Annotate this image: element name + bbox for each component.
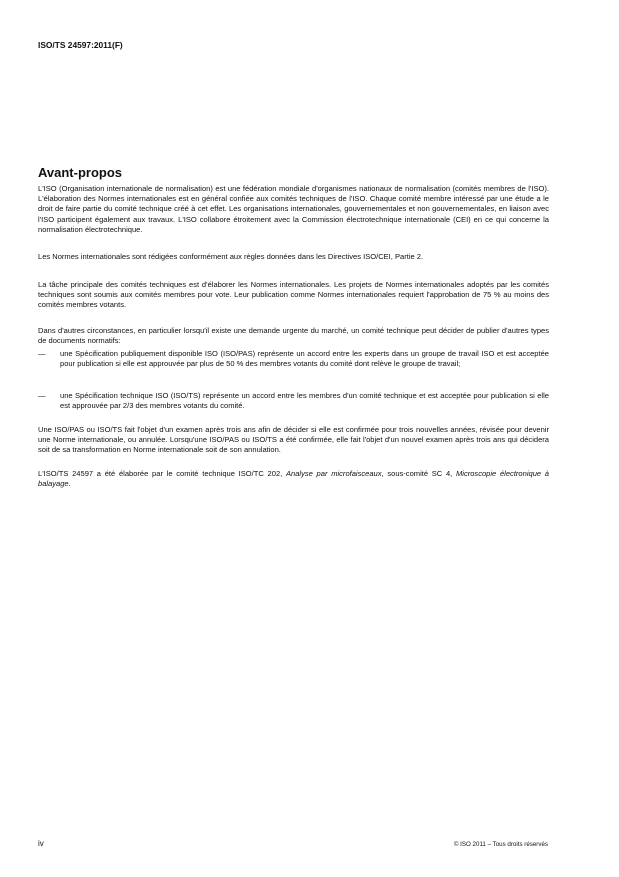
list-item-iso-pas	[38, 349, 549, 369]
paragraph-main-task: La tâche principale des comités techniques est d'élaborer les Normes internationales. Les projets de Normes internationales adoptés par les comités techniques sont soumis aux comités membres pour vote. Leur publication comme Normes internationales requiert l'approbation de 75 % au moins des comités membres votants.	[38, 280, 549, 310]
copyright-notice: © ISO 2011 – Tous droits réservés	[453, 841, 548, 848]
list-item-text: une Spécification publiquement disponible ISO (ISO/PAS) représente un accord entre les experts dans un groupe de travail ISO et est acceptée pour publication si elle est approuvée par plus de 50 % des membres votants du comité dont relève le groupe de travail;	[60, 349, 549, 369]
dash-marker: —	[38, 391, 46, 400]
paragraph-review: Une ISO/PAS ou ISO/TS fait l'objet d'un examen après trois ans afin de décider si elle est confirmée pour trois nouvelles années, révisée pour devenir une Norme internationale, ou annulée. Lorsqu'une ISO/PAS ou ISO/TS a été confirmée, elle fait l'objet d'un nouvel examen après trois ans qui décidera soit de sa transformation en Norme internationale soit de son annulation.	[38, 425, 549, 455]
subcommittee-name: Microscopie électronique à balayage	[38, 469, 550, 489]
list-item-iso-ts	[38, 391, 549, 411]
paragraph-committee	[38, 469, 549, 489]
list-item-text: une Spécification technique ISO (ISO/TS) représente un accord entre les membres d'un comité technique et est acceptée pour publication si elle est approuvée par 2/3 des membres votants du comité.	[60, 391, 549, 411]
committee-text: L'ISO/TS 24597 a été élaborée par le comité technique ISO/TC 202,	[38, 469, 286, 478]
committee-text: .	[68, 479, 71, 489]
document-id-header: ISO/TS 24597:2011(F)	[38, 40, 123, 50]
dash-marker: —	[38, 349, 46, 358]
paragraph-directives: Les Normes internationales sont rédigées conformément aux règles données dans les Directives ISO/CEI, Partie 2.	[38, 252, 424, 261]
section-title: Avant-propos	[38, 165, 123, 180]
committee-text: , sous-comité SC 4,	[381, 469, 456, 478]
committee-name: Analyse par microfaisceaux	[285, 469, 382, 478]
paragraph-other-circumstances: Dans d'autres circonstances, en particulier lorsqu'il existe une demande urgente du marché, un comité technique peut décider de publier d'autres types de documents normatifs:	[38, 326, 549, 346]
paragraph-iso-intro: L'ISO (Organisation internationale de normalisation) est une fédération mondiale d'organismes nationaux de normalisation (comités membres de l'ISO). L'élaboration des Normes internationales est en général confiée aux comités techniques de l'ISO. Chaque comité membre intéressé par une étude a le droit de faire partie du comité technique créé à cet effet. Les organisations internationales, gouvernementales et non gouvernementales, en liaison avec l'ISO participent également aux travaux. L'ISO collabore étroitement avec la Commission électrotechnique internationale (CEI) en ce qui concerne la normalisation électrotechnique.	[38, 184, 549, 234]
page-number: iv	[38, 839, 44, 848]
